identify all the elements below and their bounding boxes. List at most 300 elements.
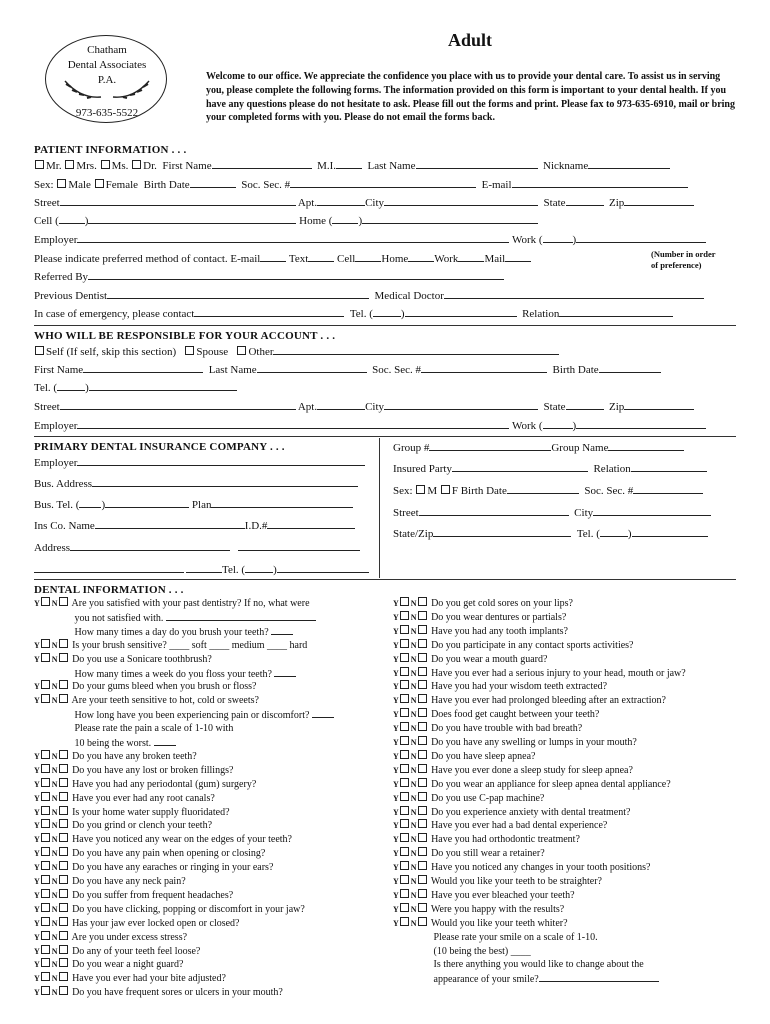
ins-tel2-field[interactable]: [632, 526, 708, 537]
yes-checkbox[interactable]: [41, 833, 50, 842]
ins-soc-sec-label: Soc. Sec. #: [584, 485, 634, 497]
other-checkbox[interactable]: [237, 346, 246, 355]
no-label: N: [410, 904, 417, 914]
ins-address-line-4[interactable]: [186, 562, 222, 573]
answer-field[interactable]: [539, 972, 659, 982]
resp-soc-sec-field[interactable]: [421, 362, 547, 373]
ms-checkbox[interactable]: [101, 160, 110, 169]
no-checkbox[interactable]: [59, 694, 68, 703]
dental-question-text: Have you ever had a bad dental experience?: [428, 820, 608, 832]
no-checkbox[interactable]: [59, 958, 68, 967]
no-checkbox[interactable]: [59, 917, 68, 926]
no-checkbox[interactable]: [59, 903, 68, 912]
previous-dentist-field[interactable]: [107, 288, 369, 299]
resp-state-label: State: [543, 401, 566, 413]
no-checkbox[interactable]: [418, 847, 427, 856]
no-checkbox[interactable]: [59, 972, 68, 981]
yes-checkbox[interactable]: [41, 819, 50, 828]
no-checkbox[interactable]: [59, 750, 68, 759]
home-area-field[interactable]: [332, 213, 358, 224]
no-checkbox[interactable]: [59, 875, 68, 884]
no-checkbox[interactable]: [59, 861, 68, 870]
dental-question-text: Do you wear a night guard?: [69, 959, 184, 971]
yes-label: Y: [34, 821, 40, 831]
no-label: N: [51, 918, 58, 928]
previous-dentist-label: Previous Dentist: [34, 290, 108, 302]
no-checkbox[interactable]: [59, 945, 68, 954]
no-label: N: [410, 890, 417, 900]
no-checkbox[interactable]: [59, 680, 68, 689]
emergency-contact-field[interactable]: [194, 306, 344, 317]
no-label: N: [410, 626, 417, 636]
dental-question: [34, 931, 187, 945]
ins-id-label: I.D.#: [244, 520, 268, 532]
ins-tel-field[interactable]: [277, 562, 369, 573]
cell-area-field[interactable]: [59, 213, 85, 224]
zip-field[interactable]: [624, 195, 694, 206]
resp-city-label: City: [365, 401, 385, 413]
dental-question: [393, 611, 566, 625]
yes-label: Y: [393, 863, 399, 873]
last-name-field[interactable]: [416, 158, 538, 169]
row-responsible-employer: [34, 418, 706, 433]
no-label: N: [410, 640, 417, 650]
no-checkbox[interactable]: [418, 792, 427, 801]
yes-label: Y: [393, 710, 399, 720]
responsible-section-header: WHO WILL BE RESPONSIBLE FOR YOUR ACCOUNT . . .: [34, 330, 336, 342]
no-label: N: [410, 599, 417, 608]
resp-street-field[interactable]: [60, 399, 296, 410]
ins-co-name-field[interactable]: [95, 518, 245, 529]
insurance-section-header: PRIMARY DENTAL INSURANCE COMPANY . . .: [34, 441, 285, 453]
ins-birth-date-label: Birth Date: [460, 485, 507, 497]
no-label: N: [410, 918, 417, 928]
yes-checkbox[interactable]: [41, 931, 50, 940]
yes-checkbox[interactable]: [41, 639, 50, 648]
dr-label: Dr.: [143, 160, 157, 172]
resp-state-field[interactable]: [566, 399, 604, 410]
yes-checkbox[interactable]: [41, 778, 50, 787]
ins-tel2-label: Tel. (: [576, 528, 600, 540]
ins-tel2-area-field[interactable]: [600, 526, 628, 537]
no-checkbox[interactable]: [59, 833, 68, 842]
ins-id-field[interactable]: [267, 518, 355, 529]
ins-employer-field[interactable]: [77, 455, 365, 466]
resp-birth-date-field[interactable]: [599, 362, 661, 373]
dr-checkbox[interactable]: [132, 160, 141, 169]
no-checkbox[interactable]: [418, 806, 427, 815]
yes-checkbox[interactable]: [400, 917, 409, 926]
no-checkbox[interactable]: [418, 903, 427, 912]
no-checkbox[interactable]: [59, 819, 68, 828]
dental-question-text: Are you satisfied with your past dentistry? If no, what were: [69, 598, 310, 609]
pref-email-field[interactable]: [260, 251, 286, 262]
yes-label: Y: [34, 863, 40, 873]
resp-apt-field[interactable]: [317, 399, 365, 410]
no-checkbox[interactable]: [418, 667, 427, 676]
no-checkbox[interactable]: [418, 722, 427, 731]
dental-question-text: Do you experience anxiety with dental treatment?: [428, 806, 631, 818]
dental-question: [393, 806, 630, 820]
yes-checkbox[interactable]: [400, 653, 409, 662]
yes-checkbox[interactable]: [400, 764, 409, 773]
dental-question-text: Do you still wear a retainer?: [428, 848, 545, 860]
no-checkbox[interactable]: [418, 889, 427, 898]
ins-bus-paren: ): [101, 499, 106, 511]
ins-group-name-label: Group Name: [551, 442, 609, 454]
yes-checkbox[interactable]: [41, 806, 50, 815]
dental-question-text: Have you had orthodontic treatment?: [428, 834, 580, 846]
cell-number-field[interactable]: [88, 213, 296, 224]
no-checkbox[interactable]: [418, 597, 427, 606]
dental-question-text: Have you ever had any root canals?: [69, 792, 215, 804]
row-ins-address: [34, 540, 360, 555]
yes-checkbox[interactable]: [400, 875, 409, 884]
dental-question-text: Please rate your smile on a scale of 1-10.: [431, 931, 598, 943]
dental-question: [34, 597, 310, 611]
no-checkbox[interactable]: [59, 639, 68, 648]
ins-bus-tel-field[interactable]: [105, 497, 189, 508]
no-label: N: [51, 863, 58, 873]
city-field[interactable]: [384, 195, 538, 206]
state-label: State: [543, 197, 566, 209]
dental-question-text: Have you ever had a serious injury to your head, mouth or jaw?: [428, 667, 686, 679]
yes-checkbox[interactable]: [400, 708, 409, 717]
yes-checkbox[interactable]: [400, 611, 409, 620]
yes-label: Y: [34, 835, 40, 845]
no-checkbox[interactable]: [418, 653, 427, 662]
ins-group-name-field[interactable]: [608, 440, 684, 451]
dental-question-text: How many times a day do you brush your teeth?: [72, 626, 272, 638]
apt-label: Apt.: [297, 197, 318, 209]
yes-checkbox[interactable]: [400, 792, 409, 801]
no-checkbox[interactable]: [418, 639, 427, 648]
yes-label: Y: [393, 682, 399, 692]
no-checkbox[interactable]: [418, 861, 427, 870]
ins-bus-address-label: Bus. Address: [34, 478, 93, 490]
yes-checkbox[interactable]: [41, 764, 50, 773]
no-label: N: [410, 654, 417, 664]
ins-sex-label: Sex:: [393, 485, 413, 497]
yes-label: Y: [34, 640, 40, 650]
birth-date-field[interactable]: [190, 177, 236, 188]
resp-area-field[interactable]: [57, 380, 85, 391]
yes-checkbox[interactable]: [41, 917, 50, 926]
pref-home-label: Home: [381, 253, 409, 265]
no-checkbox[interactable]: [418, 917, 427, 926]
row-title-name: [34, 158, 670, 173]
dental-question: [34, 680, 256, 694]
ins-bus-area-field[interactable]: [79, 497, 101, 508]
mi-label: M.I.: [317, 160, 337, 172]
row-ins-sex: [393, 483, 703, 498]
state-field[interactable]: [566, 195, 604, 206]
dental-question-text: Do you have any swelling or lumps in your mouth?: [428, 737, 637, 748]
yes-checkbox[interactable]: [400, 694, 409, 703]
ins-insured-party-field[interactable]: [452, 461, 588, 472]
mrs-checkbox[interactable]: [65, 160, 74, 169]
city-label: City: [365, 197, 385, 209]
nickname-label: Nickname: [543, 160, 589, 172]
street-field[interactable]: [60, 195, 296, 206]
yes-label: Y: [34, 696, 40, 706]
yes-checkbox[interactable]: [41, 861, 50, 870]
resp-apt-label: Apt.: [297, 401, 318, 413]
soc-sec-label: Soc. Sec. #: [241, 179, 291, 191]
yes-label: Y: [34, 932, 40, 942]
dental-question: [393, 680, 607, 694]
no-checkbox[interactable]: [418, 625, 427, 634]
employer-field[interactable]: [77, 232, 509, 243]
yes-checkbox[interactable]: [400, 639, 409, 648]
female-label: Female: [105, 179, 139, 191]
row-sex-birth: [34, 177, 688, 192]
spouse-checkbox[interactable]: [185, 346, 194, 355]
yes-checkbox[interactable]: [400, 625, 409, 634]
no-checkbox[interactable]: [59, 847, 68, 856]
ins-bus-address-field[interactable]: [92, 476, 358, 487]
ins-birth-date-field[interactable]: [507, 483, 579, 494]
dental-question-text: Were you happy with the results?: [428, 903, 565, 915]
work-number-field[interactable]: [576, 232, 706, 243]
resp-work-field[interactable]: [576, 418, 706, 429]
yes-label: Y: [34, 890, 40, 900]
row-ins-address-tel: [34, 562, 369, 577]
work-paren: ): [572, 234, 577, 246]
divider-3: [34, 579, 736, 580]
referred-by-field[interactable]: [88, 269, 504, 280]
mr-checkbox[interactable]: [35, 160, 44, 169]
medical-doctor-label: Medical Doctor: [374, 290, 444, 302]
apt-field[interactable]: [317, 195, 365, 206]
male-checkbox[interactable]: [57, 179, 66, 188]
soc-sec-field[interactable]: [290, 177, 476, 188]
yes-checkbox[interactable]: [41, 847, 50, 856]
yes-checkbox[interactable]: [400, 667, 409, 676]
ins-address-field[interactable]: [70, 540, 230, 551]
no-checkbox[interactable]: [418, 778, 427, 787]
dental-question: [393, 945, 531, 959]
no-label: N: [51, 751, 58, 761]
work-area-field[interactable]: [543, 232, 573, 243]
answer-field[interactable]: [271, 625, 293, 635]
yes-checkbox[interactable]: [41, 945, 50, 954]
yes-checkbox[interactable]: [400, 861, 409, 870]
resp-last-name-field[interactable]: [257, 362, 367, 373]
yes-checkbox[interactable]: [41, 792, 50, 801]
yes-checkbox[interactable]: [400, 819, 409, 828]
pref-mail-field[interactable]: [505, 251, 531, 262]
yes-checkbox[interactable]: [41, 694, 50, 703]
yes-checkbox[interactable]: [41, 903, 50, 912]
yes-checkbox[interactable]: [400, 680, 409, 689]
pref-home-field[interactable]: [408, 251, 434, 262]
mrs-label: Mrs.: [76, 160, 97, 172]
self-checkbox[interactable]: [35, 346, 44, 355]
no-label: N: [51, 807, 58, 817]
no-checkbox[interactable]: [59, 806, 68, 815]
no-label: N: [51, 946, 58, 956]
yes-label: Y: [393, 835, 399, 845]
no-checkbox[interactable]: [418, 680, 427, 689]
ins-tel-paren: ): [273, 564, 277, 576]
email-field[interactable]: [512, 177, 688, 188]
ins-relation-field[interactable]: [631, 461, 707, 472]
no-label: N: [410, 724, 417, 734]
no-checkbox[interactable]: [59, 764, 68, 773]
ins-plan-label: Plan: [191, 499, 212, 511]
dental-question-text: Do any of your teeth feel loose?: [69, 945, 201, 957]
yes-checkbox[interactable]: [400, 750, 409, 759]
dental-question: [34, 917, 240, 931]
ins-bus-tel-label: Bus. Tel. (: [34, 499, 80, 511]
first-name-field[interactable]: [212, 158, 312, 169]
yes-label: Y: [393, 779, 399, 789]
ins-street-label: Street: [393, 507, 419, 519]
no-label: N: [410, 738, 417, 747]
answer-field[interactable]: [166, 611, 316, 621]
dental-question-text: Do you wear a mouth guard?: [428, 653, 548, 665]
relation-field[interactable]: [559, 306, 673, 317]
dental-question-text: Are you under excess stress?: [69, 931, 188, 943]
yes-label: Y: [393, 751, 399, 761]
work-label: Work (: [511, 234, 543, 246]
home-number-field[interactable]: [362, 213, 538, 224]
no-checkbox[interactable]: [418, 708, 427, 717]
answer-field[interactable]: [312, 708, 334, 718]
dental-question-text: Do you have any pain when opening or closing?: [69, 848, 266, 860]
dental-question: [393, 750, 535, 764]
yes-checkbox[interactable]: [400, 833, 409, 842]
yes-checkbox[interactable]: [41, 972, 50, 981]
yes-checkbox[interactable]: [400, 903, 409, 912]
resp-first-name-field[interactable]: [83, 362, 203, 373]
pref-work-field[interactable]: [458, 251, 484, 262]
yes-checkbox[interactable]: [400, 806, 409, 815]
yes-checkbox[interactable]: [400, 736, 409, 745]
mi-field[interactable]: [336, 158, 362, 169]
no-checkbox[interactable]: [418, 833, 427, 842]
yes-checkbox[interactable]: [41, 750, 50, 759]
yes-label: Y: [34, 988, 40, 998]
yes-checkbox[interactable]: [41, 653, 50, 662]
no-checkbox[interactable]: [59, 986, 68, 995]
no-checkbox[interactable]: [418, 611, 427, 620]
ins-m-checkbox[interactable]: [416, 485, 425, 494]
resp-work-area-field[interactable]: [543, 418, 573, 429]
pref-text-field[interactable]: [308, 251, 334, 262]
yes-checkbox[interactable]: [400, 597, 409, 606]
no-checkbox[interactable]: [59, 653, 68, 662]
yes-label: Y: [393, 724, 399, 734]
no-checkbox[interactable]: [418, 694, 427, 703]
no-checkbox[interactable]: [59, 931, 68, 940]
yes-label: Y: [34, 918, 40, 928]
ins-plan-field[interactable]: [211, 497, 353, 508]
practice-logo: [45, 35, 169, 125]
dental-question: [393, 875, 602, 889]
ins-soc-sec-field[interactable]: [633, 483, 703, 494]
resp-soc-sec-label: Soc. Sec. #: [372, 364, 422, 376]
resp-zip-field[interactable]: [624, 399, 694, 410]
ins-street-field[interactable]: [419, 505, 569, 516]
emergency-tel-field[interactable]: [405, 306, 517, 317]
yes-checkbox[interactable]: [41, 986, 50, 995]
female-checkbox[interactable]: [95, 179, 104, 188]
answer-field[interactable]: [274, 667, 296, 677]
no-checkbox[interactable]: [418, 875, 427, 884]
street-label: Street: [34, 197, 60, 209]
dental-question: [34, 889, 233, 903]
medical-doctor-field[interactable]: [444, 288, 704, 299]
dental-question-text: Do you have any earaches or ringing in your ears?: [69, 862, 274, 874]
ins-f-checkbox[interactable]: [441, 485, 450, 494]
no-checkbox[interactable]: [418, 764, 427, 773]
yes-label: Y: [393, 654, 399, 664]
emergency-area-field[interactable]: [373, 306, 401, 317]
emergency-tel-label: Tel. (: [349, 308, 373, 320]
dental-question: [34, 972, 226, 986]
dental-question-text: Have you ever had your bite adjusted?: [69, 973, 226, 985]
no-checkbox[interactable]: [59, 597, 68, 606]
pref-note-line-1: (Number in order: [651, 249, 716, 259]
resp-tel-field[interactable]: [89, 380, 237, 391]
no-checkbox[interactable]: [418, 819, 427, 828]
answer-field[interactable]: [154, 736, 176, 746]
no-checkbox[interactable]: [59, 889, 68, 898]
pref-note-line-2: of preference): [651, 260, 702, 270]
nickname-field[interactable]: [588, 158, 670, 169]
ins-state-zip-field[interactable]: [433, 526, 571, 537]
dental-question: [393, 708, 599, 722]
dental-question: [393, 597, 573, 611]
row-ins-bus-tel: [34, 497, 353, 512]
yes-checkbox[interactable]: [400, 889, 409, 898]
dental-question: [393, 972, 659, 987]
row-referred: [34, 269, 504, 284]
no-label: N: [51, 932, 58, 942]
no-checkbox[interactable]: [418, 750, 427, 759]
dental-question-text: (10 being the best) ____: [431, 945, 531, 957]
ins-area-field[interactable]: [245, 562, 273, 573]
no-label: N: [51, 960, 58, 970]
resp-tel-paren: ): [85, 382, 89, 394]
yes-checkbox[interactable]: [41, 597, 50, 606]
ins-address-line-3[interactable]: [34, 562, 184, 573]
yes-label: Y: [34, 849, 40, 859]
no-checkbox[interactable]: [59, 778, 68, 787]
yes-checkbox[interactable]: [41, 680, 50, 689]
resp-employer-field[interactable]: [77, 418, 509, 429]
no-checkbox[interactable]: [59, 792, 68, 801]
no-checkbox[interactable]: [418, 736, 427, 745]
ins-city-field[interactable]: [593, 505, 711, 516]
yes-checkbox[interactable]: [41, 875, 50, 884]
ins-group-field[interactable]: [429, 440, 551, 451]
dental-question-text: Does food get caught between your teeth?: [428, 709, 600, 721]
resp-city-field[interactable]: [384, 399, 538, 410]
yes-checkbox[interactable]: [400, 778, 409, 787]
dental-question-text: Do you participate in any contact sports activities?: [428, 639, 634, 651]
ins-address-field-2[interactable]: [238, 540, 360, 551]
pref-cell-field[interactable]: [355, 251, 381, 262]
yes-checkbox[interactable]: [41, 889, 50, 898]
dental-question-text: Do your gums bleed when you brush or floss?: [69, 681, 257, 693]
yes-checkbox[interactable]: [400, 722, 409, 731]
yes-checkbox[interactable]: [400, 847, 409, 856]
other-field[interactable]: [273, 344, 559, 355]
yes-checkbox[interactable]: [41, 958, 50, 967]
